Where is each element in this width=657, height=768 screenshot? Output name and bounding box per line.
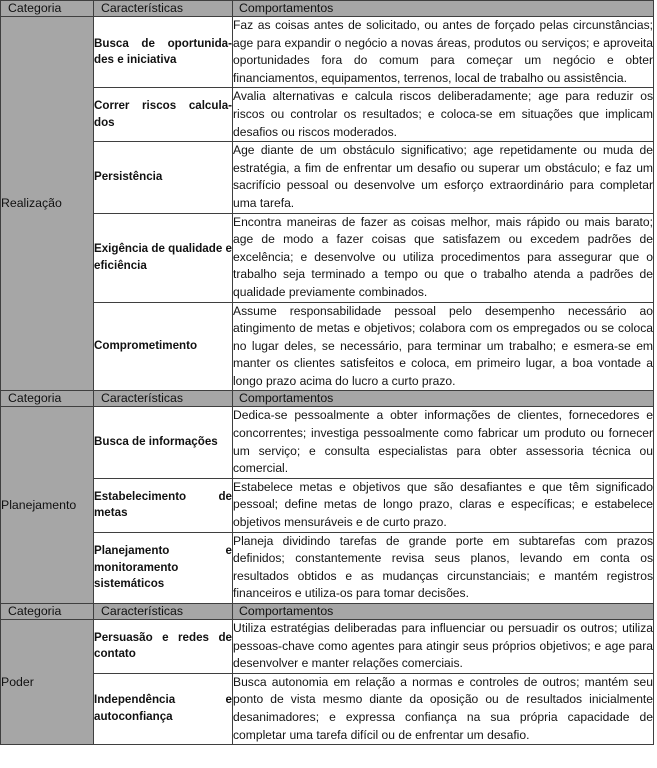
- behavior-cell: Encontra maneiras de fazer as coisas melhor, mais rápido ou mais barato; age de modo a fazer coisas que satisfazem ou excedem padrões de excelência; e desenvolve ou utiliza procedimentos para assegurar que o trabalho seja terminado a tempo ou que o trabalho atenda a padrões de qualidade previamente combinados.: [233, 213, 654, 302]
- table-row: [1, 620, 654, 674]
- table-header-row: [1, 604, 654, 620]
- column-header-behaviors: Comportamentos: [233, 604, 654, 620]
- table-row: [1, 302, 654, 391]
- characteristic-cell: Exigência de qualidade e eficiência: [94, 213, 233, 302]
- category-cell: Planejamento: [1, 407, 94, 604]
- table-row: [1, 478, 654, 532]
- table-header-row: [1, 391, 654, 407]
- behavior-cell: Assume responsabilidade pessoal pelo desempenho necessário ao atingimento de metas e objetivos; colabora com os empregados ou se coloca no lugar deles, se necessário, para terminar um trabalho; e esmera-se em manter os clientes satisfeitos e coloca, em primeiro lugar, a boa vontade a longo prazo acima do lucro a curto prazo.: [233, 302, 654, 391]
- table-row: [1, 673, 654, 744]
- behavior-cell: Age diante de um obstáculo significativo; age repetidamente ou muda de estratégia, a fim de enfrentar um desafio ou superar um obstáculo; e faz um sacrifício pessoal ou desenvolve um esforço extraordinário para completar uma tarefa.: [233, 142, 654, 213]
- behavior-cell: Busca autonomia em relação a normas e controles de outros; mantém seu ponto de vista mesmo diante da oposição ou de resultados inicialmente desanimadores; e expressa confiança na sua própria capacidade de completar uma tarefa difícil ou de enfrentar um desafio.: [233, 673, 654, 744]
- characteristic-cell: Persistência: [94, 142, 233, 213]
- characteristic-cell: Busca de oportunida-des e iniciativa: [94, 17, 233, 88]
- column-header-category: Categoria: [1, 1, 94, 17]
- characteristic-cell: Busca de informações: [94, 407, 233, 478]
- characteristic-cell: Persuasão e redes de contato: [94, 620, 233, 674]
- characteristic-cell: Estabelecimento de metas: [94, 478, 233, 532]
- table-row: [1, 88, 654, 142]
- behavior-cell: Avalia alternativas e calcula riscos deliberadamente; age para reduzir os riscos ou controlar os resultados; e coloca-se em situações que implicam desafios ou riscos moderados.: [233, 88, 654, 142]
- characteristic-cell: Independência e autoconfiança: [94, 673, 233, 744]
- category-cell: Realização: [1, 17, 94, 391]
- behavior-cell: Dedica-se pessoalmente a obter informações de clientes, fornecedores e concorrentes; investiga pessoalmente como fabricar um produto ou fornecer um serviço; e consulta especialistas para obter assessoria técnica ou comercial.: [233, 407, 654, 478]
- behavior-cell: Planeja dividindo tarefas de grande porte em subtarefas com prazos definidos; constantemente revisa seus planos, levando em conta os resultados obtidos e as mudanças circunstanciais; e mantém registros financeiros e utiliza-os para tomar decisões.: [233, 532, 654, 603]
- table-row: [1, 17, 654, 88]
- table-header-row: [1, 1, 654, 17]
- table-row: [1, 532, 654, 603]
- category-cell: Poder: [1, 620, 94, 745]
- characteristic-cell: Correr riscos calcula-dos: [94, 88, 233, 142]
- column-header-category: Categoria: [1, 391, 94, 407]
- table-row: [1, 142, 654, 213]
- table-body: [1, 1, 654, 745]
- behavior-cell: Utiliza estratégias deliberadas para influenciar ou persuadir os outros; utiliza pessoas-chave como agentes para atingir seus próprios objetivos; e age para desenvolver e manter relações comerciais.: [233, 620, 654, 674]
- column-header-behaviors: Comportamentos: [233, 1, 654, 17]
- column-header-characteristics: Características: [94, 1, 233, 17]
- column-header-characteristics: Características: [94, 604, 233, 620]
- behavior-cell: Estabelece metas e objetivos que são desafiantes e que têm significado pessoal; define metas de longo prazo, claras e específicas; e estabelece objetivos mensuráveis e de curto prazo.: [233, 478, 654, 532]
- behavior-cell: Faz as coisas antes de solicitado, ou antes de forçado pelas circunstâncias; age para expandir o negócio a novas áreas, produtos ou serviços; e aproveita oportunidades fora do comum para começar um negócio e obter financiamentos, equipamentos, terrenos, local de trabalho ou assistência.: [233, 17, 654, 88]
- column-header-behaviors: Comportamentos: [233, 391, 654, 407]
- column-header-category: Categoria: [1, 604, 94, 620]
- characteristic-cell: Comprometimento: [94, 302, 233, 391]
- characteristic-cell: Planejamento e monitoramento sistemáticos: [94, 532, 233, 603]
- table-row: [1, 407, 654, 478]
- column-header-characteristics: Características: [94, 391, 233, 407]
- table-row: [1, 213, 654, 302]
